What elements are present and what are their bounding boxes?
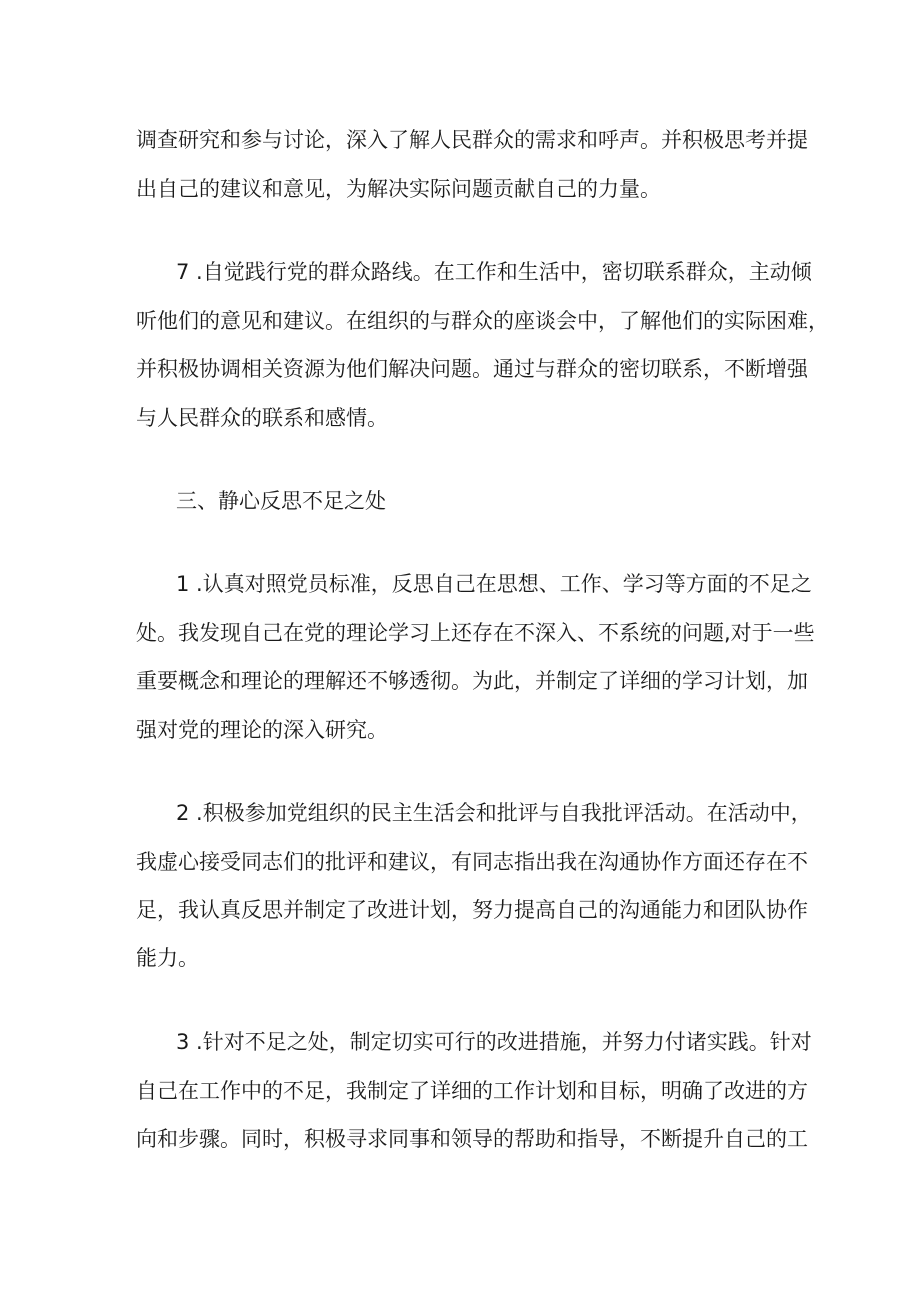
text-line: 出自己的建议和意见，为解决实际问题贡献自己的力量。 xyxy=(136,177,661,201)
text-line: 足，我认真反思并制定了改进计划，努力提高自己的沟通能力和团队协作 xyxy=(136,898,808,922)
text-line: 我虚心接受同志们的批评和建议，有同志指出我在沟通协作方面还存在不 xyxy=(136,850,808,874)
text-line: 7 .自觉践行党的群众路线。在工作和生活中，密切联系群众，主动倾 xyxy=(176,260,812,284)
text-line: 处。我发现自己在党的理论学习上还存在不深入、不系统的问题,对于一些 xyxy=(136,621,815,645)
text-line: 调查研究和参与讨论，深入了解人民群众的需求和呼声。并积极思考并提 xyxy=(136,128,808,152)
text-line: 向和步骤。同时，积极寻求同事和领导的帮助和指导，不断提升自己的工 xyxy=(136,1127,808,1151)
text-line: 2 .积极参加党组织的民主生活会和批评与自我批评活动。在活动中， xyxy=(176,801,812,825)
section-heading: 三、静心反思不足之处 xyxy=(176,489,386,513)
text-line: 能力。 xyxy=(136,946,199,970)
text-line: 并积极协调相关资源为他们解决问题。通过与群众的密切联系，不断增强 xyxy=(136,357,808,381)
text-line: 1 .认真对照党员标准，反思自己在思想、工作、学习等方面的不足之 xyxy=(176,572,812,596)
text-line: 与人民群众的联系和感情。 xyxy=(136,406,388,430)
text-line: 听他们的意见和建议。在组织的与群众的座谈会中，了解他们的实际困难， xyxy=(136,309,829,333)
text-line: 重要概念和理论的理解还不够透彻。为此，并制定了详细的学习计划，加 xyxy=(136,669,808,693)
text-line: 3 .针对不足之处，制定切实可行的改进措施，并努力付诸实践。针对 xyxy=(176,1030,812,1054)
text-line: 强对党的理论的深入研究。 xyxy=(136,718,388,742)
text-line: 自己在工作中的不足，我制定了详细的工作计划和目标，明确了改进的方 xyxy=(136,1079,808,1103)
